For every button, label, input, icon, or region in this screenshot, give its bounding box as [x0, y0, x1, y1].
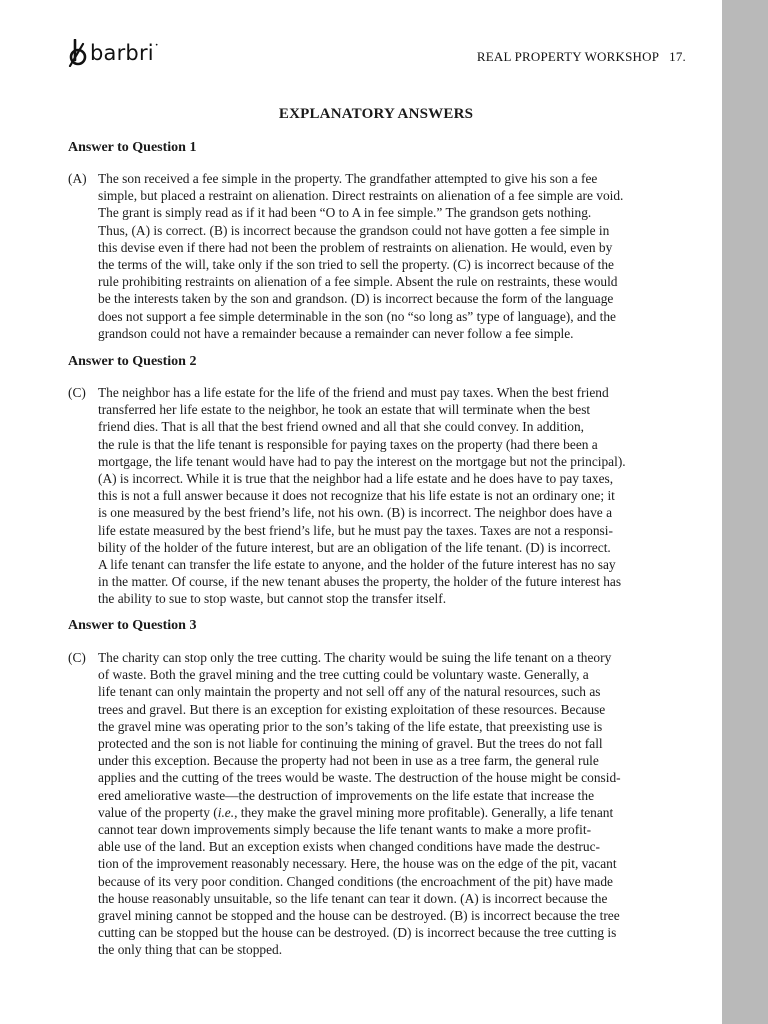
answer-1-lines — [68, 170, 688, 342]
answer-2-body — [68, 384, 688, 608]
document-title: EXPLANATORY ANSWERS — [278, 106, 474, 122]
text-line: protected and the son is not liable for continuing the mining of gravel. But the trees do not fall — [98, 736, 603, 752]
text-line: because of its very poor condition. Changed conditions (the encroachment of the pit) have made — [98, 873, 614, 889]
text-line: grandson could not have a remainder because a remainder can never follow a fee simple. — [98, 325, 574, 341]
text-line: mortgage, the life tenant would have had to pay the interest on the mortgage but not the principal). — [98, 453, 626, 469]
text-line: The son received a fee simple in the property. The grandfather attempted to give his son a fee — [98, 171, 598, 186]
text-line: life estate measured by the best friend’s life, but he must pay the taxes. Taxes are not a responsi- — [98, 522, 613, 538]
text-line: applies and the cutting of the trees would be waste. The destruction of the house might be consid- — [98, 770, 621, 786]
text-line: life tenant can only maintain the property and not sell off any of the natural resources, such as — [98, 684, 601, 700]
brand-name: barbri• — [90, 40, 159, 65]
text-line: ered ameliorative waste—the destruction of improvements on the life estate that increase the — [98, 787, 595, 803]
right-margin-strip — [722, 0, 768, 1024]
logo-mark-dot: • — [154, 41, 159, 49]
text-line: the gravel mine was operating prior to the son’s taking of the life estate, that preexisting use is — [98, 718, 603, 734]
text-line: The neighbor has a life estate for the life of the friend and must pay taxes. When the best friend — [98, 385, 609, 400]
text-line: (A) is incorrect. While it is true that the neighbor had a life estate and he does have to pay taxes, — [98, 471, 614, 487]
answer-1-letter: (A) — [68, 171, 87, 186]
text-line: cannot tear down improvements simply because the life tenant wants to make a more profit- — [98, 822, 592, 838]
text-line: the only thing that can be stopped. — [98, 942, 283, 958]
page-number: 17. — [669, 49, 686, 64]
answer-3-heading: Answer to Question 3 — [68, 618, 197, 633]
text-line: this devise even if there had not been the problem of restraints on alienation. He would, even by — [98, 239, 613, 255]
text-line: able use of the land. But an exception exists when changed conditions have made the destruc- — [98, 839, 600, 855]
text-line: this is not a full answer because it does not recognize that his life estate is not an ordinary one; it — [98, 488, 615, 504]
text-line: friend dies. That is all that the best friend owned and all that she could convey. In addition, — [98, 419, 585, 435]
text-line: simple, but placed a restraint on alienation. Direct restraints on alienation of a fee simple are void. — [98, 188, 624, 204]
header-title: REAL PROPERTY WORKSHOP — [476, 49, 660, 64]
text-line: rule prohibiting restraints on alienation of a fee simple. Absent the rule on restraints, these would — [98, 274, 618, 290]
barbri-b-logo-icon — [66, 39, 88, 67]
text-line: under this exception. Because the property had not been in use as a tree farm, the general rule — [98, 753, 599, 769]
text-line: in the matter. Of course, if the new tenant abuses the property, the holder of the future interest has — [98, 574, 622, 590]
answer-3-letter: (C) — [68, 650, 86, 665]
running-header — [477, 49, 686, 65]
text-line: the terms of the will, take only if the son tried to sell the property. (C) is incorrect because of the — [98, 257, 615, 273]
answer-1-heading: Answer to Question 1 — [68, 140, 197, 155]
text-line: the ability to sue to stop waste, but cannot stop the transfer itself. — [98, 591, 447, 607]
text-line: cutting can be stopped but the house can be destroyed. (D) is incorrect because the tree cutting is — [98, 925, 617, 941]
text-line: transferred her life estate to the neighbor, he took an estate that will terminate when the best — [98, 402, 591, 418]
text-line: trees and gravel. But there is an exception for existing exploitation of these resources. Because — [98, 701, 606, 717]
brand-logo — [66, 38, 159, 68]
text-line: be the interests taken by the son and grandson. (D) is incorrect because the form of the language — [98, 291, 614, 307]
answer-2-lines — [68, 384, 688, 608]
answer-3-lines — [68, 649, 688, 959]
text-line: value of the property (i.e., they make the gravel mining more profitable). Generally, a life tenant — [98, 804, 614, 820]
text-line: gravel mining cannot be stopped and the house can be destroyed. (B) is incorrect because the tree — [98, 908, 620, 924]
text-line: A life tenant can transfer the life estate to anyone, and the holder of the future interest has no say — [98, 557, 616, 573]
answer-3-body — [68, 649, 688, 959]
text-line: The charity can stop only the tree cutting. The charity would be suing the life tenant on a theory — [98, 650, 612, 665]
text-line: of waste. Both the gravel mining and the tree cutting could be voluntary waste. Generally, a — [98, 667, 589, 683]
text-line: the rule is that the life tenant is responsible for paying taxes on the property (had there been a — [98, 436, 598, 452]
answer-2-heading: Answer to Question 2 — [68, 354, 197, 369]
text-line: Thus, (A) is correct. (B) is incorrect because the grandson could not have gotten a fee simple in — [98, 222, 610, 238]
text-line: The grant is simply read as if it had been “O to A in fee simple.” The grandson gets nothing. — [98, 205, 592, 221]
text-line: does not support a fee simple determinable in the son (no “so long as” type of language), and the — [98, 308, 616, 324]
answer-2-letter: (C) — [68, 385, 86, 400]
text-line: bility of the holder of the future interest, but are an obligation of the life tenant. (D) is incorrect. — [98, 539, 611, 555]
text-line: tion of the improvement reasonably necessary. Here, the house was on the edge of the pit, vacant — [98, 856, 617, 872]
text-line: is one measured by the best friend’s life, not his own. (B) is incorrect. The neighbor does have a — [98, 505, 613, 521]
text-line: the house reasonably unsuitable, so the life tenant can tear it down. (A) is incorrect because the — [98, 890, 608, 906]
answer-1-body — [68, 170, 688, 342]
